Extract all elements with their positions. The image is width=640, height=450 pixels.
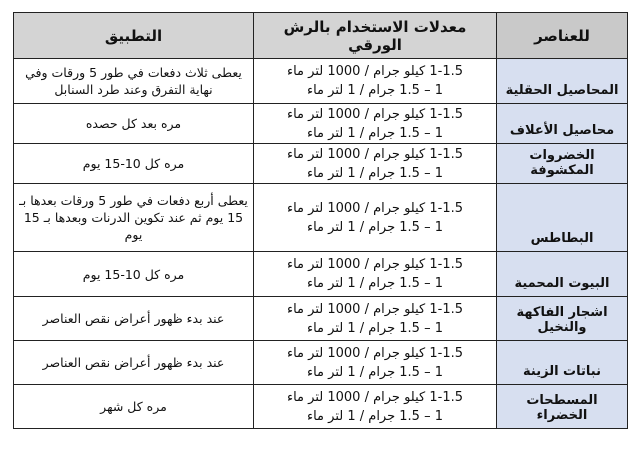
rate-line-1: 1-1.5 كيلو جرام / 1000 لتر ماء (286, 200, 463, 216)
application-cell: يعطى ثلاث دفعات في طور 5 ورقات وفي نهاية التفرق وعند طرد السنابل (14, 59, 254, 104)
rate-cell (254, 144, 497, 184)
rate-line-2: 1 – 1.5 جرام / 1 لتر ماء (306, 408, 444, 424)
table-header-row (14, 13, 628, 59)
element-cell: البطاطس (497, 184, 628, 252)
element-cell: الخضروات المكشوفة (497, 144, 628, 184)
table-row (14, 341, 628, 385)
application-cell: عند بدء ظهور أعراض نقص العناصر (14, 341, 254, 385)
rate-line-2: 1 – 1.5 جرام / 1 لتر ماء (306, 83, 444, 98)
rate-cell (254, 297, 497, 341)
table-row (14, 297, 628, 341)
rate-cell (254, 184, 497, 252)
element-cell: المحاصيل الحقلية (497, 59, 628, 104)
rate-line-1: 1-1.5 كيلو جرام / 1000 لتر ماء (286, 389, 463, 405)
rate-line-2: 1 – 1.5 جرام / 1 لتر ماء (306, 125, 444, 141)
rate-cell (254, 104, 497, 144)
application-cell: مره بعد كل حصده (14, 104, 254, 144)
rate-cell (254, 341, 497, 385)
header-application: التطبيق (14, 13, 254, 59)
element-cell: نباتات الزينة (497, 341, 628, 385)
table-row (14, 252, 628, 297)
application-cell: مره كل شهر (14, 385, 254, 429)
table-row (14, 104, 628, 144)
rate-line-1: 1-1.5 كيلو جرام / 1000 لتر ماء (286, 345, 463, 361)
rate-cell (254, 252, 497, 297)
table-row (14, 59, 628, 104)
usage-rates-table (13, 12, 628, 429)
rate-line-2: 1 – 1.5 جرام / 1 لتر ماء (306, 364, 444, 380)
application-cell: يعطى أربع دفعات في طور 5 ورقات بعدها بـ 15 يوم ثم عند تكوين الدرنات وبعدها بـ 15 يوم (14, 184, 254, 252)
element-cell: المسطحات الخضراء (497, 385, 628, 429)
table-row (14, 184, 628, 252)
rate-cell (254, 385, 497, 429)
element-cell: البيوت المحمية (497, 252, 628, 297)
rate-line-1: 1-1.5 كيلو جرام / 1000 لتر ماء (286, 257, 463, 272)
rate-line-1: 1-1.5 كيلو جرام / 1000 لتر ماء (286, 106, 463, 122)
table-row (14, 385, 628, 429)
application-cell: مره كل 10-15 يوم (14, 252, 254, 297)
header-rates: معدلات الاستخدام بالرش الورقي (254, 13, 497, 59)
rate-line-1: 1-1.5 كيلو جرام / 1000 لتر ماء (286, 64, 463, 79)
table-row (14, 144, 628, 184)
rate-line-1: 1-1.5 كيلو جرام / 1000 لتر ماء (286, 146, 463, 162)
rate-line-2: 1 – 1.5 جرام / 1 لتر ماء (306, 219, 444, 235)
element-cell: محاصيل الأعلاف (497, 104, 628, 144)
rate-line-2: 1 – 1.5 جرام / 1 لتر ماء (306, 165, 444, 181)
application-cell: مره كل 10-15 يوم (14, 144, 254, 184)
element-cell: اشجار الفاكهة والنخيل (497, 297, 628, 341)
rate-line-1: 1-1.5 كيلو جرام / 1000 لتر ماء (286, 301, 463, 317)
rate-line-2: 1 – 1.5 جرام / 1 لتر ماء (306, 276, 444, 291)
application-cell: عند بدء ظهور أعراض نقص العناصر (14, 297, 254, 341)
rate-cell (254, 59, 497, 104)
rate-line-2: 1 – 1.5 جرام / 1 لتر ماء (306, 320, 444, 336)
header-elements: للعناصر (497, 13, 628, 59)
